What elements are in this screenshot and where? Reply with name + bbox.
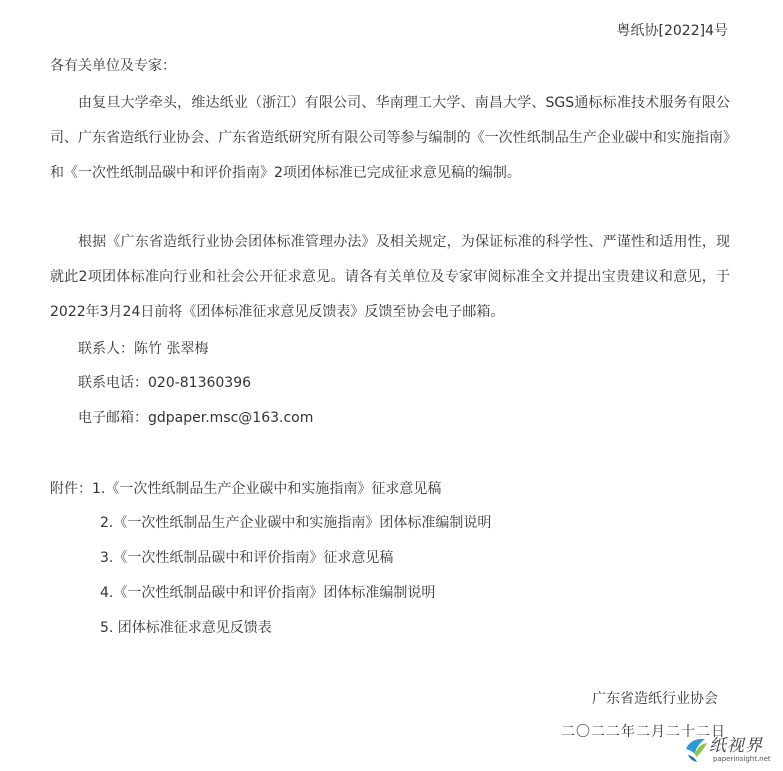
salutation: 各有关单位及专家： — [50, 58, 176, 74]
watermark-url: paperinsight.net — [713, 755, 771, 763]
attachment-item-4: 4.《一次性纸制品碳中和评价指南》团体标准编制说明 — [100, 585, 436, 601]
attachment-item-5: 5. 团体标准征求意见反馈表 — [100, 620, 272, 636]
issue-date: 二〇二二年二月二十二日 — [561, 724, 726, 740]
issuing-organization: 广东省造纸行业协会 — [592, 691, 718, 707]
contact-email: 电子邮箱：gdpaper.msc@163.com — [78, 410, 314, 426]
paper-bird-logo-icon — [683, 735, 709, 763]
contact-person: 联系人：陈竹 张翠梅 — [78, 341, 209, 357]
document-number: 粤纸协[2022]4号 — [616, 23, 728, 39]
attachment-item-2: 2.《一次性纸制品生产企业碳中和实施指南》团体标准编制说明 — [100, 515, 492, 531]
watermark-name: 纸视界 — [709, 736, 763, 756]
attachment-item-3: 3.《一次性纸制品碳中和评价指南》征求意见稿 — [100, 550, 394, 566]
contact-phone: 联系电话：020-81360396 — [78, 375, 252, 391]
attachment-heading: 附件：1.《一次性纸制品生产企业碳中和实施指南》征求意见稿 — [50, 481, 442, 497]
body-paragraph-2: 根据《广东省造纸行业协会团体标准管理办法》及相关规定，为保证标准的科学性、严谨性和适用性，现就此2项团体标准向行业和社会公开征求意见。请各有关单位及专家审阅标准全文并提出宝贵建议和意见，于2022年3月24日前将《团体标准征求意见反馈表》反馈至协会电子邮箱。 — [50, 234, 730, 320]
watermark — [683, 733, 779, 767]
body-paragraph-1: 由复旦大学牵头，维达纸业（浙江）有限公司、华南理工大学、南昌大学、SGS通标标准技术服务有限公司、广东省造纸行业协会、广东省造纸研究所有限公司等参与编制的《一次性纸制品生产企业碳中和实施指南》和《一次性纸制品碳中和评价指南》2项团体标准已完成征求意见稿的编制。 — [50, 95, 730, 181]
